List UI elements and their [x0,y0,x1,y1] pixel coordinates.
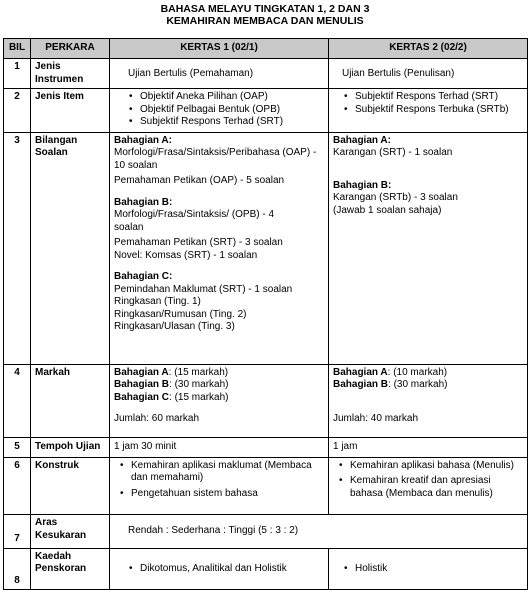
table-row [4,548,528,589]
row-label [31,59,110,89]
table-row [4,515,528,548]
row-number: 5 [4,437,31,457]
row-number: 4 [4,364,31,437]
row-number: 8 [4,548,31,589]
marks-value: : (30 markah) [388,379,448,391]
kertas1-cell: Ujian Bertulis (Pemahaman) [110,59,329,89]
section-title: Bahagian A: [333,134,391,146]
header-kertas1: KERTAS 1 (02/1) [110,39,329,59]
cell-text: Pemahaman Petikan (SRT) - 3 soalan [114,237,283,249]
kertas1-cell [110,132,329,364]
merged-cell: Rendah : Sederhana : Tinggi (5 : 3 : 2) [110,515,528,548]
kertas2-cell [329,457,528,515]
row-label-line: Kaedah [35,550,72,562]
header-kertas2: KERTAS 2 (02/2) [329,39,528,59]
cell-text: Novel: Komsas (SRT) - 1 soalan [114,249,258,261]
cell-text: Morfologi/Frasa/Sintaksis/ (OPB) - 4 soalan [114,209,275,233]
row-label-line: Aras [35,517,58,529]
row-label-line: Instrumen [35,73,84,85]
row-number: 3 [4,132,31,364]
row-label [31,132,110,364]
row-label [31,548,110,589]
row-label [31,515,110,548]
cell-text: Ringkasan (Ting. 1) [114,296,201,308]
list-item: • Kemahiran kreatif dan apresiasi bahasa (Membaca dan menulis) [350,475,523,500]
document-title-line1: BAHASA MELAYU TINGKATAN 1, 2 DAN 3 [160,3,370,15]
list-item: • Kemahiran aplikasi bahasa (Menulis) [350,460,523,473]
document-title-line2: KEMAHIRAN MEMBACA DAN MENULIS [166,15,364,27]
marks-label: Bahagian B [333,379,389,391]
row-label: Jenis Item [31,89,110,132]
marks-total: Jumlah: 40 markah [333,412,419,424]
kertas2-cell [329,548,528,589]
row-label: Konstruk [31,457,110,515]
row-label: Tempoh Ujian [31,437,110,457]
kertas1-cell [110,457,329,515]
row-label-line: Soalan [35,147,68,159]
row-label-line: Jenis [35,61,61,73]
marks-label: Bahagian A [333,366,388,378]
row-number: 6 [4,457,31,515]
row-label-line: Bilangan [35,134,78,146]
list-item: • Subjektif Respons Terhad (SRT) [355,91,523,104]
cell-text: Ringkasan/Ulasan (Ting. 3) [114,321,235,333]
kertas1-cell [110,89,329,132]
header-bil: BIL [4,39,31,59]
list-item: • Dikotomus, Analitikal dan Holistik [140,563,324,576]
kertas2-cell: Ujian Bertulis (Penulisan) [329,59,528,89]
row-number: 1 [4,59,31,89]
row-number: 2 [4,89,31,132]
spec-table [3,38,528,590]
list-item: • Objektif Aneka Pilihan (OAP) [140,91,324,104]
list-item: • Subjektif Respons Terhad (SRT) [140,116,324,129]
row-label-line: Penskoran [35,563,87,575]
table-row [4,59,528,89]
kertas2-cell [329,364,528,437]
kertas2-cell: 1 jam [329,437,528,457]
cell-text: Morfologi/Frasa/Sintaksis/Peribahasa (OAP) - 10 soalan [114,147,317,171]
cell-text: (Jawab 1 soalan sahaja) [333,204,442,216]
kertas1-cell: 1 jam 30 minit [110,437,329,457]
table-row [4,457,528,515]
kertas2-cell [329,132,528,364]
marks-label: Bahagian C [114,391,170,403]
list-item: • Objektif Pelbagai Bentuk (OPB) [140,104,324,117]
row-label-line: Kesukaran [35,529,87,541]
marks-label: Bahagian A [114,366,169,378]
table-row [4,89,528,132]
list-item: • Subjektif Respons Terbuka (SRTb) [355,104,523,117]
marks-value: : (30 markah) [169,379,229,391]
kertas1-cell [110,364,329,437]
marks-label: Bahagian B [114,379,170,391]
kertas1-cell [110,548,329,589]
cell-text: Karangan (SRT) - 1 soalan [333,147,453,159]
cell-text: Karangan (SRTb) - 3 soalan [333,192,458,204]
cell-text: Pemahaman Petikan (OAP) - 5 soalan [114,175,285,187]
kertas2-cell [329,89,528,132]
header-perkara: PERKARA [31,39,110,59]
section-title: Bahagian B: [333,179,392,191]
list-item: • Pengetahuan sistem bahasa [131,488,324,501]
row-label: Markah [31,364,110,437]
section-title: Bahagian C: [114,271,173,283]
header-row [4,39,528,59]
marks-value: : (15 markah) [169,391,229,403]
marks-value: : (15 markah) [168,366,229,378]
list-item: • Holistik [355,563,523,576]
cell-text: Ringkasan/Rumusan (Ting. 2) [114,308,247,320]
row-number: 7 [4,515,31,548]
cell-text: Pemindahan Maklumat (SRT) - 1 soalan [114,283,293,295]
section-title: Bahagian B: [114,196,173,208]
table-row [4,364,528,437]
table-row [4,437,528,457]
table-row [4,132,528,364]
list-item: • Kemahiran aplikasi maklumat (Membaca dan memahami) [131,460,324,485]
section-title: Bahagian A: [114,134,172,146]
marks-total: Jumlah: 60 markah [114,413,200,425]
marks-value: : (10 markah) [387,366,448,378]
